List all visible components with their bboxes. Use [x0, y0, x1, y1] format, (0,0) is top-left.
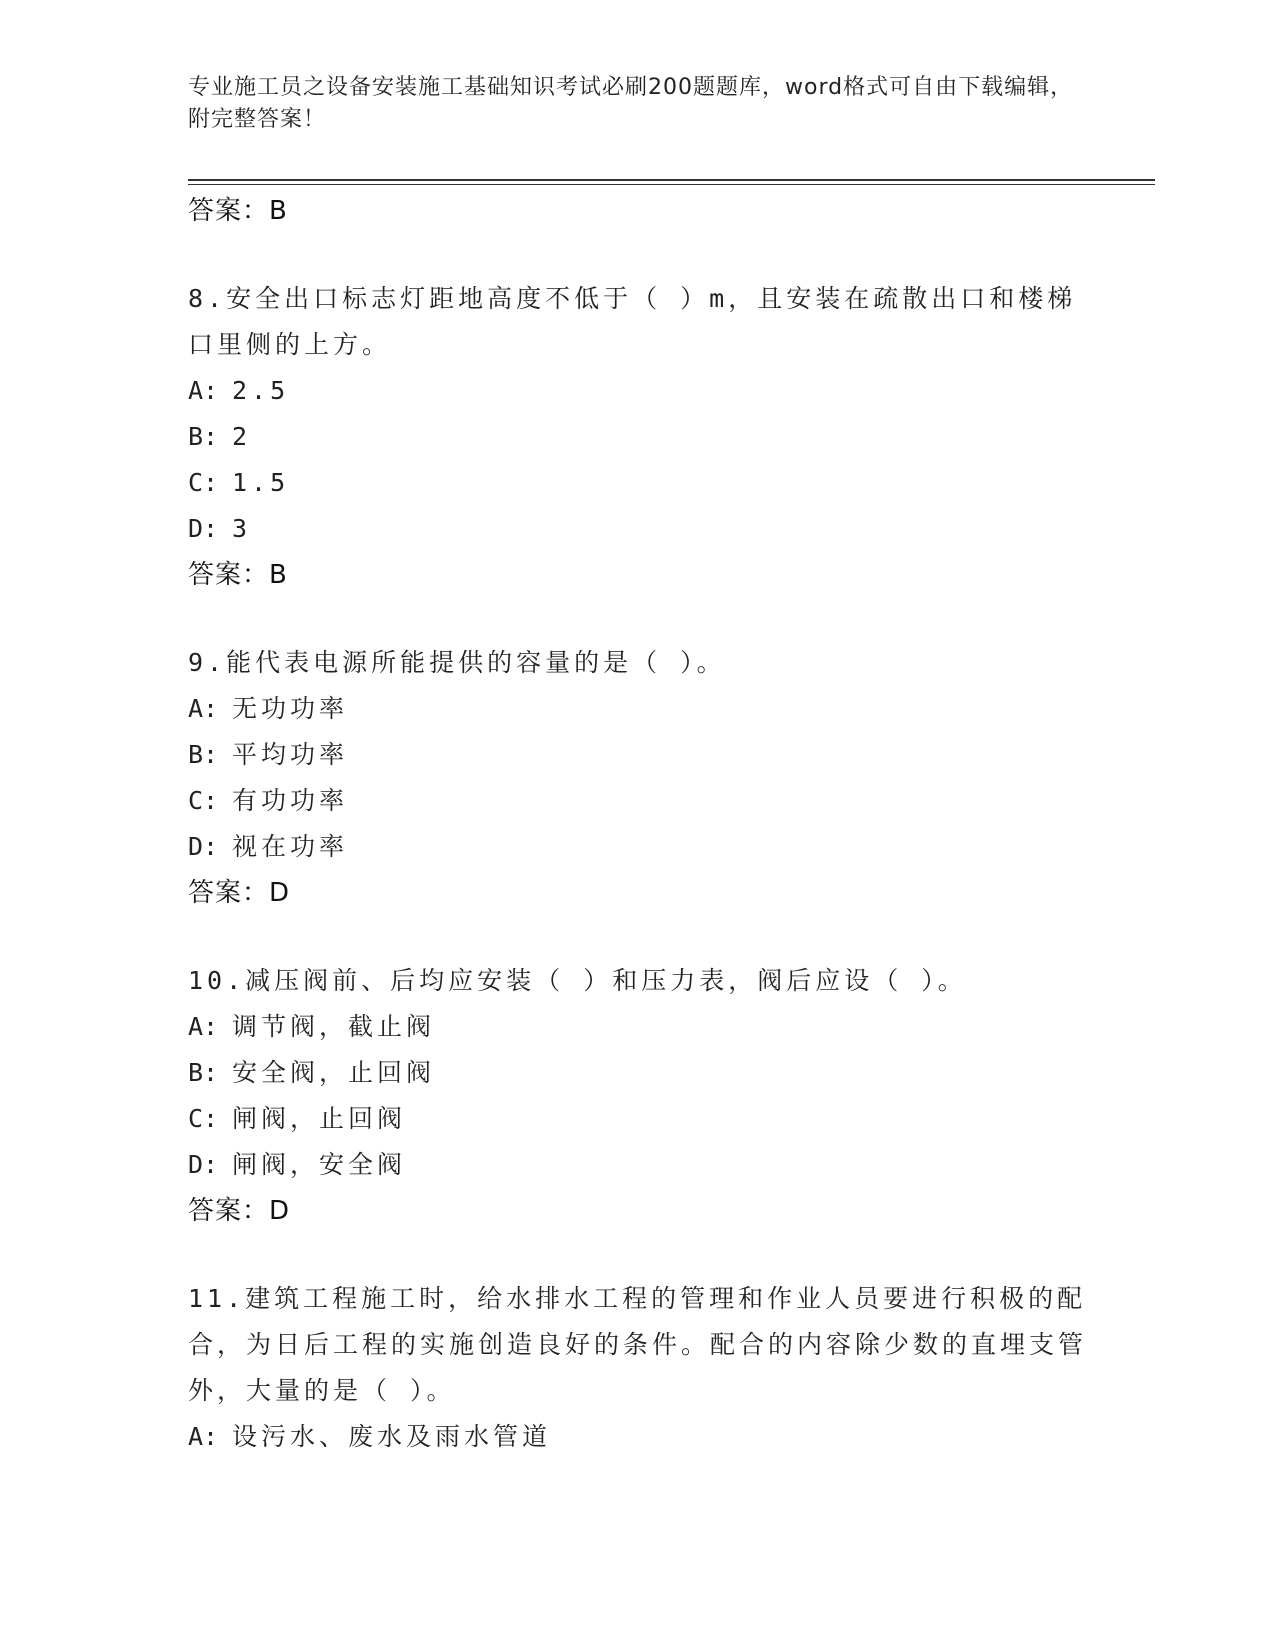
option-c [188, 778, 1088, 824]
answer-label: 答案：B [188, 196, 288, 226]
option-letter: A: [188, 694, 219, 723]
option-text: 1.5 [232, 468, 290, 497]
document-header: 专业施工员之设备安装施工基础知识考试必刷200题题库，word格式可自由下载编辑，附完整答案！ [188, 75, 1074, 132]
question-block [188, 958, 1088, 1234]
option-d [188, 824, 1088, 870]
option-b [188, 1050, 1088, 1096]
question-stem: 11.建筑工程施工时，给水排水工程的管理和作业人员要进行积极的配合，为日后工程的实施创造良好的条件。配合的内容除少数的直埋支管外，大量的是（ ）。 [188, 1284, 1088, 1405]
header-rule-thick [188, 179, 1155, 181]
option-c [188, 1096, 1088, 1142]
answer-label: 答案：B [188, 560, 288, 590]
answer-label: 答案：D [188, 878, 291, 908]
question-stem: 10.减压阀前、后均应安装（ ）和压力表，阀后应设（ ）。 [188, 966, 967, 995]
option-letter: B: [188, 740, 219, 769]
option-letter: C: [188, 1104, 219, 1133]
option-b [188, 732, 1088, 778]
option-letter: B: [188, 1058, 219, 1087]
option-a [188, 1004, 1088, 1050]
question-stem: 9.能代表电源所能提供的容量的是（ ）。 [188, 648, 726, 677]
option-a [188, 368, 1088, 414]
option-text: 有功功率 [232, 786, 349, 815]
option-letter: A: [188, 1422, 219, 1451]
answer-label: 答案：D [188, 1196, 291, 1226]
spacer [188, 916, 1088, 958]
option-b [188, 414, 1088, 460]
question-block [188, 1276, 1088, 1460]
option-d [188, 506, 1088, 552]
header-rule-thin [188, 184, 1155, 185]
option-text: 安全阀，止回阀 [232, 1058, 436, 1087]
spacer [188, 598, 1088, 640]
option-letter: D: [188, 514, 219, 543]
option-letter: C: [188, 786, 219, 815]
option-letter: C: [188, 468, 219, 497]
option-text: 平均功率 [232, 740, 349, 769]
question-stem: 8.安全出口标志灯距地高度不低于（ ）m，且安装在疏散出口和楼梯口里侧的上方。 [188, 284, 1077, 359]
option-text: 2.5 [232, 376, 290, 405]
question-block [188, 640, 1088, 916]
spacer [188, 1234, 1088, 1276]
option-text: 调节阀，截止阀 [232, 1012, 436, 1041]
option-a [188, 1414, 1088, 1460]
option-a [188, 686, 1088, 732]
option-text: 闸阀，止回阀 [232, 1104, 407, 1133]
option-text: 3 [232, 514, 252, 543]
option-text: 设污水、废水及雨水管道 [232, 1422, 552, 1451]
option-letter: D: [188, 1150, 219, 1179]
option-letter: A: [188, 376, 219, 405]
option-text: 无功功率 [232, 694, 349, 723]
option-text: 视在功率 [232, 832, 349, 861]
option-text: 2 [232, 422, 252, 451]
option-c [188, 460, 1088, 506]
option-letter: A: [188, 1012, 219, 1041]
spacer [188, 234, 1088, 276]
option-letter: D: [188, 832, 219, 861]
question-block [188, 276, 1088, 598]
question-list [188, 188, 1088, 1460]
option-letter: B: [188, 422, 219, 451]
option-d [188, 1142, 1088, 1188]
option-text: 闸阀，安全阀 [232, 1150, 407, 1179]
